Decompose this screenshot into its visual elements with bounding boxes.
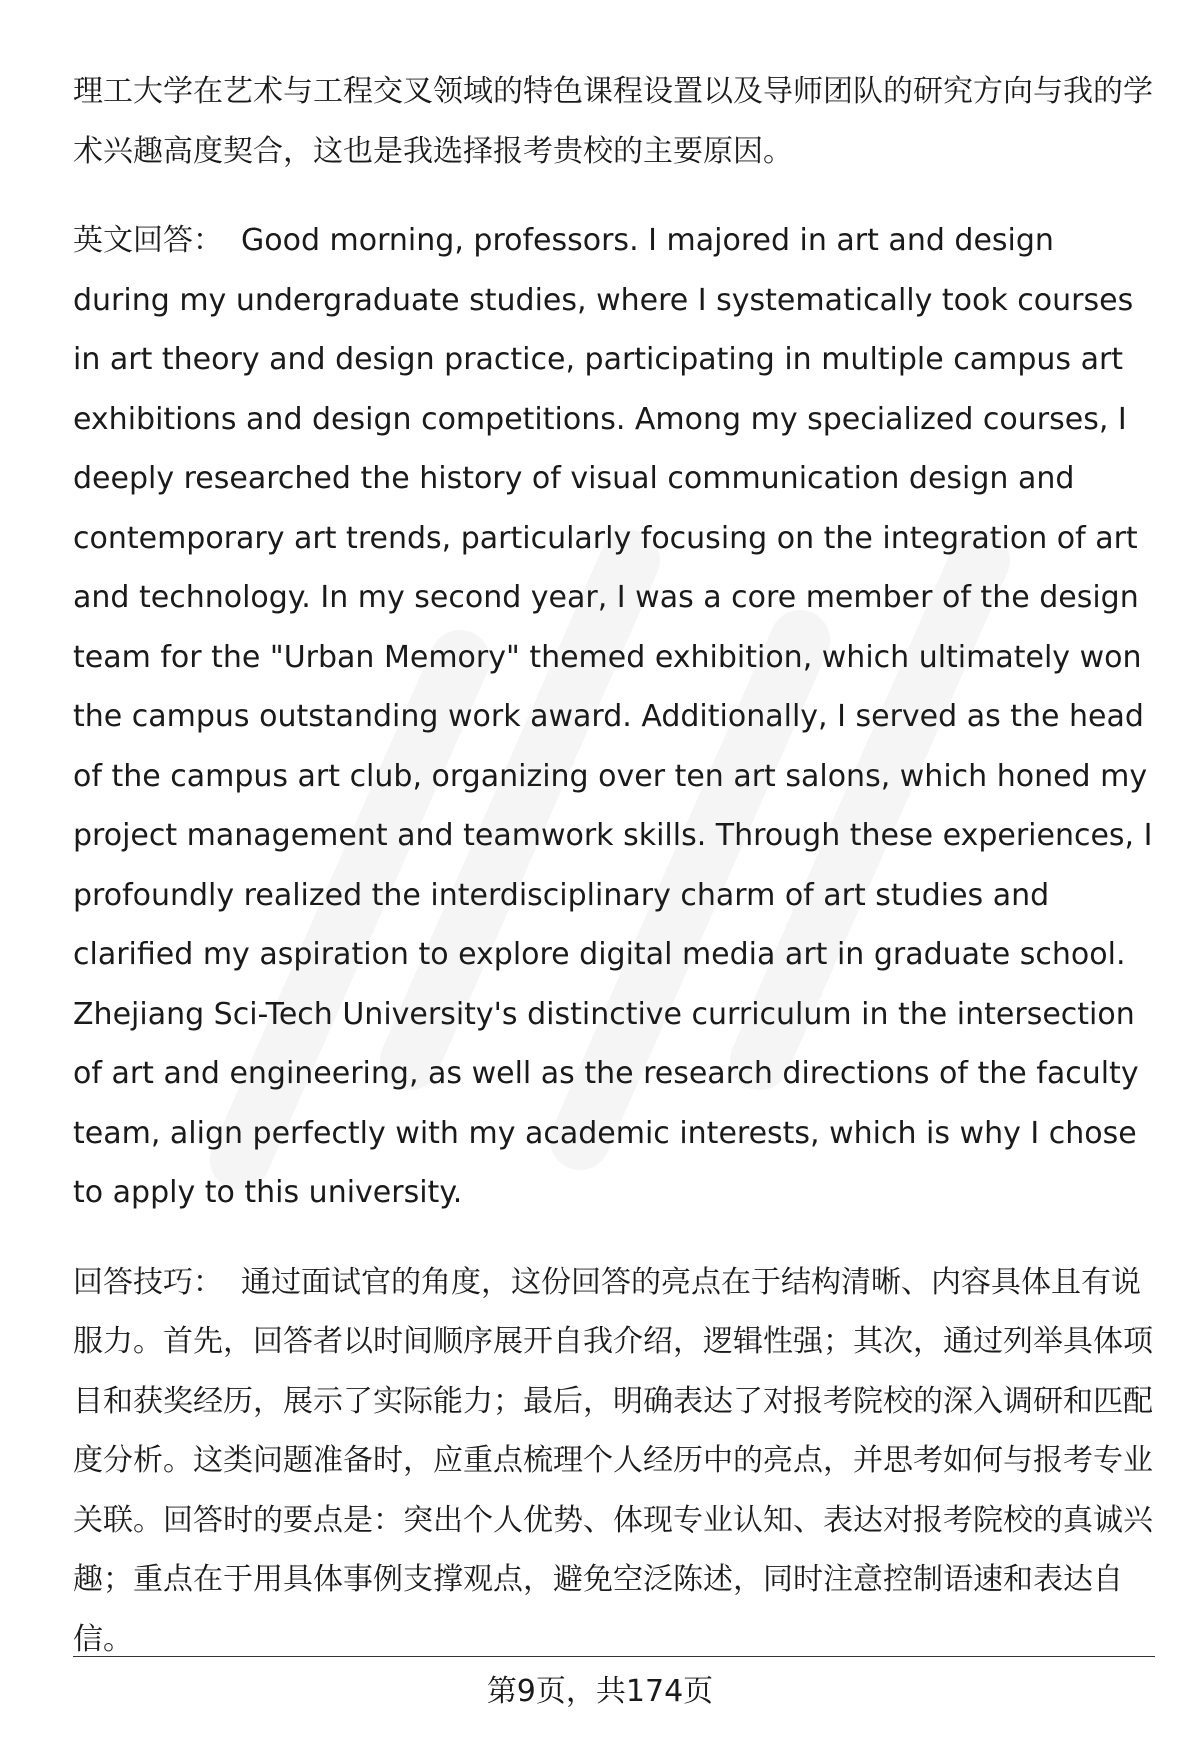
- page-number: 第9页，共174页: [486, 1674, 714, 1709]
- intro-text: 理工大学在艺术与工程交叉领域的特色课程设置以及导师团队的研究方向与我的学术兴趣高度契合，这也是我选择报考贵校的主要原因。: [73, 74, 1153, 169]
- english-answer-paragraph: [73, 211, 1155, 1223]
- intro-paragraph: [73, 62, 1155, 181]
- footer-divider: [73, 1656, 1155, 1657]
- english-answer-text: Good morning, professors. I majored in art and design during my undergraduate studies, where I systematically took courses in art theory and design practice, participating in multiple campus art exhibitions and design competitions. Among my specialized courses, I deeply researched the history of visual communication design and contemporary art trends, particularly focusing on the integration of art and technology. In my second year, I was a core member of the design team for the "Urban Memory" themed exhibition, which ultimately won the campus outstanding work award. Additionally, I served as the head of the campus art club, organizing over ten art salons, which honed my project management and teamwork skills. Through these experiences, I profoundly realized the interdisciplinary charm of art studies and clarified my aspiration to explore digital media art in graduate school. Zhejiang Sci-Tech University's distinctive curriculum in the intersection of art and engineering, as well as the research directions of the faculty team, align perfectly with my academic interests, which is why I chose to apply to this university.: [73, 223, 1153, 1210]
- answer-tips-text: 通过面试官的角度，这份回答的亮点在于结构清晰、内容具体且有说服力。首先，回答者以时间顺序展开自我介绍，逻辑性强；其次，通过列举具体项目和获奖经历，展示了实际能力；最后，明确表达了对报考院校的深入调研和匹配度分析。这类问题准备时，应重点梳理个人经历中的亮点，并思考如何与报考专业关联。回答时的要点是：突出个人优势、体现专业认知、表达对报考院校的真诚兴趣；重点在于用具体事例支撑观点，避免空泛陈述，同时注意控制语速和表达自信。: [73, 1264, 1153, 1657]
- english-answer-label: 英文回答：: [73, 223, 223, 258]
- document-body: [73, 62, 1155, 1669]
- answer-tips-paragraph: [73, 1253, 1155, 1670]
- answer-tips-label: 回答技巧：: [73, 1264, 223, 1300]
